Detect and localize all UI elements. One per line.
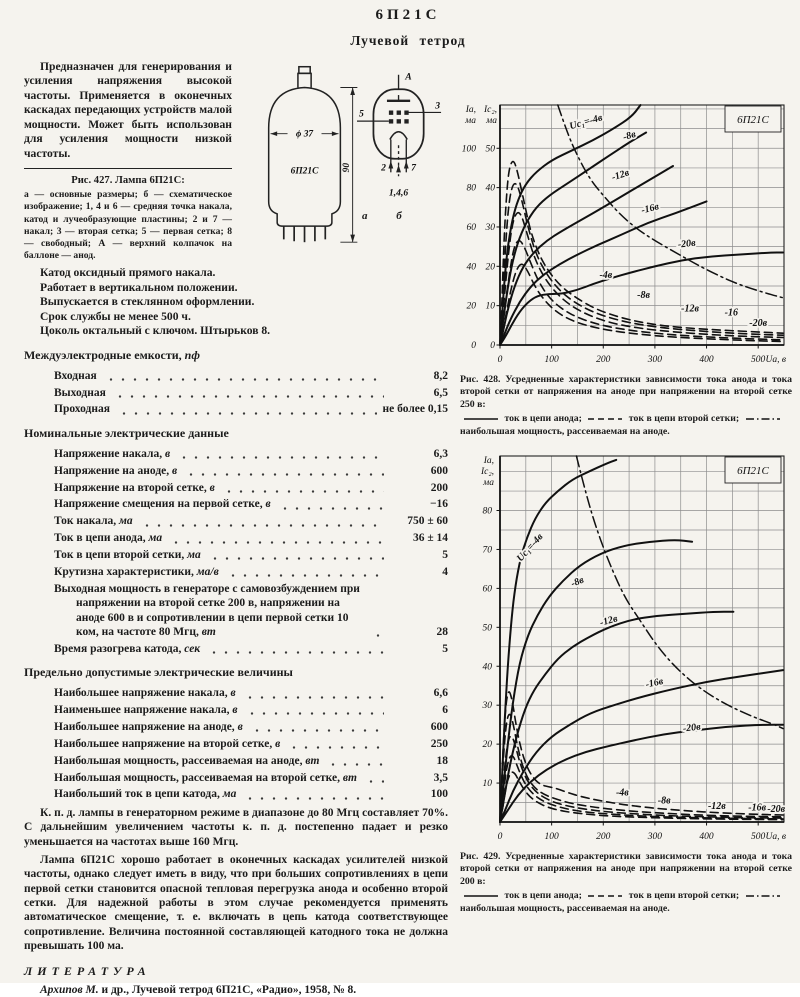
row-value: 600 xyxy=(430,464,448,477)
y-axis-header: ма xyxy=(483,477,494,488)
y-tick-label: 20 xyxy=(482,739,492,750)
row-unit: в xyxy=(232,704,238,717)
row-value: 250 xyxy=(430,737,448,750)
curve-label: -8в xyxy=(621,128,638,143)
dot-leader xyxy=(249,724,384,734)
spec-row xyxy=(54,548,448,562)
curve-label: Uс₁=-4в xyxy=(514,531,546,564)
row-unit: в xyxy=(265,498,271,511)
spec-row xyxy=(54,514,448,528)
row-unit: в xyxy=(275,737,281,750)
spec-row xyxy=(54,720,448,734)
figure-427 xyxy=(24,60,448,263)
row-unit: вт xyxy=(305,754,320,767)
y-tick-label: 30 xyxy=(482,700,492,711)
x-tick-label: 400 xyxy=(699,831,714,842)
row-unit: ма xyxy=(222,788,237,801)
curve-label: -20в xyxy=(767,803,786,815)
y-tick-label: 70 xyxy=(482,545,492,556)
row-label: Наибольшее напряжение накала, в xyxy=(54,687,236,700)
spec-row xyxy=(54,737,448,751)
row-label: Выходная xyxy=(54,386,106,399)
row-value: 750 ± 60 xyxy=(407,515,448,528)
row-value: 3,5 xyxy=(433,771,448,784)
row-value: не более 0,15 xyxy=(382,403,448,416)
x-tick-label: 0 xyxy=(497,831,503,842)
spec-row xyxy=(54,531,448,545)
y-axis-header: Iс₂, xyxy=(483,104,497,115)
spec-row xyxy=(54,386,448,400)
row-label: Наибольшая мощность, рассеиваемая на второй сетке, вт xyxy=(54,771,357,784)
curve-label: -16в xyxy=(644,675,665,691)
nominal-section xyxy=(24,426,448,656)
pin-label-heater-left: 2 xyxy=(381,162,386,174)
pin-label-center: 1,4,6 xyxy=(388,187,409,199)
limits-section xyxy=(24,665,448,802)
row-label: Наибольшее напряжение на второй сетке, в xyxy=(54,737,281,750)
y-tick-label: 60 xyxy=(482,584,492,595)
chart-title: 6П21С xyxy=(737,464,769,477)
row-unit: ма xyxy=(187,549,201,562)
literature-heading: ЛИТЕРАТУРА xyxy=(24,963,151,978)
y-axis-header: ма xyxy=(465,115,476,126)
row-label: Напряжение на второй сетке, в xyxy=(54,481,215,494)
body-line: Срок службы не менее 500 ч. xyxy=(40,309,191,323)
capacitance-section xyxy=(24,348,448,417)
sublabel-a: а xyxy=(362,209,368,222)
row-value: 36 ± 14 xyxy=(412,532,448,545)
row-label: Выходная мощность в генераторе с самовозбуждением при напряжении на второй сетке 200 в, напряжении на аноде 600 в и сопротивлении в цепи первой сетки 10 ком, на частоте 80 Мгц, вт xyxy=(54,582,360,638)
spec-row xyxy=(54,771,448,785)
fig427-caption-body: а — основные размеры; б — схематическое изображение; 1, 4 и 6 — средняя точка накала, катод и лучеобразующие пластины; 2 и 7 — накал; 3 — вторая сетка; 5 — первая сетка; 8 — свободный; А — верхний колпачок на баллоне — анод. xyxy=(24,189,232,262)
spec-row xyxy=(54,565,448,579)
dot-leader xyxy=(325,757,384,767)
spec-row xyxy=(54,582,448,640)
curve-label: -12в xyxy=(707,800,726,812)
y2-tick-label: 10 xyxy=(485,301,495,312)
dot-leader xyxy=(277,501,384,511)
pin-label-grid2: 3 xyxy=(435,100,441,112)
curve-label: Uс₁=-4в xyxy=(568,111,604,132)
curve-label: -16в xyxy=(748,802,767,814)
row-label: Напряжение на аноде, в xyxy=(54,464,178,477)
literature-author: Архипов М. xyxy=(40,983,99,996)
dot-leader xyxy=(112,389,384,399)
spec-row xyxy=(54,787,448,801)
row-unit: ма xyxy=(119,515,133,528)
x-tick-label: 200 xyxy=(596,354,611,365)
body-line: Работает в вертикальном положении. xyxy=(40,280,238,294)
pin-label-grid1: 5 xyxy=(358,107,364,119)
x-tick-label: 500 xyxy=(751,354,766,365)
y-tick-label: 80 xyxy=(466,183,476,194)
dot-leader xyxy=(363,774,384,784)
row-label: Ток в цепи второй сетки, ма xyxy=(54,549,201,562)
legend-dashdot-symbol xyxy=(745,892,781,900)
spec-row xyxy=(54,447,448,461)
row-unit: сек xyxy=(184,642,201,655)
literature-rest: и др., Лучевой тетрод 6П21С, «Радио», 1958, № 8. xyxy=(98,983,357,996)
grid2-dots xyxy=(389,110,409,114)
legend-text: ток в цепи анода; xyxy=(502,890,585,902)
page-header xyxy=(24,6,792,50)
capacitance-heading: Междуэлектродные емкости, xyxy=(24,347,182,362)
y-tick-label: 60 xyxy=(466,222,476,233)
body-line: Катод оксидный прямого накала. xyxy=(40,266,216,280)
row-label: Наибольшее напряжение на аноде, в xyxy=(54,720,243,733)
y-axis-header: Iс₂, xyxy=(480,466,494,477)
note-paragraph: Лампа 6П21С хорошо работает в оконечных каскадах усилителей низкой частоты, однако следует иметь в виду, что при больших сопротивлениях в цепи первой сетки становится опасной тепловая перегрузка анода и особенно второй сетки. Для надежной работы в этом случае рекомендуется применять автоматическое смещение, т. е. включать в цепь катода соответствующее сопротивление. Величина постоянной составляющей катодного тока не должна превышать 100 ма. xyxy=(24,853,448,953)
row-value: 6,5 xyxy=(433,386,448,399)
dot-leader xyxy=(176,450,384,460)
sublabel-b: б xyxy=(396,209,402,222)
row-label: Наименьшее напряжение накала, в xyxy=(54,704,238,717)
fig428-legend xyxy=(460,413,792,438)
curve-label: -16в xyxy=(640,200,661,216)
y-axis-header: Iа, xyxy=(465,104,476,115)
fig429-chart xyxy=(456,451,788,847)
body-line: Цоколь октальный с ключом. Штырьков 8. xyxy=(40,324,271,338)
spec-row xyxy=(54,481,448,495)
legend-dashdot-symbol xyxy=(745,415,781,423)
x-tick-label: 200 xyxy=(596,831,611,842)
spec-row xyxy=(54,464,448,478)
fig428-chart xyxy=(456,100,788,370)
row-label: Наибольшая мощность, рассеиваемая на аноде, вт xyxy=(54,754,320,767)
row-value: 6 xyxy=(442,704,448,717)
fig427-caption-title: Рис. 427. Лампа 6П21С: xyxy=(71,175,185,187)
row-unit: ма/в xyxy=(196,565,219,578)
row-value: 6,3 xyxy=(433,447,448,460)
row-unit: ма xyxy=(148,532,163,545)
y-axis-header: Iа, xyxy=(483,455,494,466)
tube-diameter-label: ϕ 37 xyxy=(295,129,314,140)
x-axis-label: Uа, в xyxy=(765,354,786,365)
row-value: 18 xyxy=(436,754,448,767)
row-value: 28 xyxy=(436,625,448,638)
dot-leader xyxy=(139,518,384,528)
row-value: 4 xyxy=(442,565,448,578)
dot-leader xyxy=(286,740,384,750)
row-unit: в xyxy=(164,447,171,460)
curve-label: -8в xyxy=(657,794,671,806)
fig428-chart-mount xyxy=(456,100,792,370)
dot-leader xyxy=(225,569,384,579)
row-value: 600 xyxy=(430,720,448,733)
row-unit: в xyxy=(237,720,243,733)
curve-label: -12в xyxy=(598,612,619,629)
legend-text: ток в цепи второй сетки; xyxy=(626,413,742,425)
x-tick-label: 400 xyxy=(699,354,714,365)
x-tick-label: 300 xyxy=(647,831,663,842)
x-axis-label: Uа, в xyxy=(765,831,786,842)
legend-dashed-symbol xyxy=(587,415,623,423)
curve-label: -4в xyxy=(599,269,613,281)
row-unit: в xyxy=(172,464,178,477)
y-tick-label: 100 xyxy=(461,143,476,154)
y-tick-label: 50 xyxy=(482,623,492,634)
capacitance-unit: пф xyxy=(184,347,200,362)
row-label: Наибольший ток в цепи катода, ма xyxy=(54,788,237,801)
row-label: Напряжение накала, в xyxy=(54,447,171,460)
right-column xyxy=(448,60,792,997)
dot-leader xyxy=(242,690,384,700)
legend-text: ток в цепи второй сетки; xyxy=(626,890,742,902)
legend-dashed-symbol xyxy=(587,892,623,900)
legend-text: наибольшая мощность, рассеиваемая на аноде. xyxy=(460,903,670,915)
spec-row xyxy=(54,369,448,383)
tube-type-label: 6П21С xyxy=(290,165,319,176)
y2-tick-label: 40 xyxy=(485,183,495,194)
curve-label: -12в xyxy=(681,303,699,315)
y2-tick-label: 30 xyxy=(485,222,495,233)
row-unit: в xyxy=(209,481,215,494)
curve-label: -12в xyxy=(610,167,631,184)
row-label: Проходная xyxy=(54,403,110,416)
filament xyxy=(390,131,407,139)
x-tick-label: 300 xyxy=(647,354,663,365)
nominal-table xyxy=(24,447,448,656)
dot-leader xyxy=(168,535,384,545)
row-value: 200 xyxy=(430,481,448,494)
pin-label-heater-right: 7 xyxy=(411,162,416,174)
row-unit: в xyxy=(230,687,236,700)
figure-429 xyxy=(456,451,792,916)
y-tick-label: 80 xyxy=(482,506,492,517)
curve-label: -8в xyxy=(569,574,586,590)
row-label: Входная xyxy=(54,369,97,382)
dot-leader xyxy=(207,552,384,562)
dot-leader xyxy=(206,645,384,655)
fig429-legend xyxy=(460,890,792,915)
intro-text: Предназначен для генерирования и усиления напряжения высокой частоты. Применяется в оконечных каскадах передающих устройств малой мощности. Может быть использован для усиления мощности низкой частоты. xyxy=(24,59,232,160)
note-paragraph: К. п. д. лампы в генераторном режиме в диапазоне до 80 Мгц составляет 70%. С дальнейшим увеличением частоты к. п. д. постепенно падает и резко уменьшается на частотах выше 160 Мгц. xyxy=(24,806,448,848)
tube-bulb xyxy=(269,87,341,226)
y-axis-header: ма xyxy=(486,115,497,126)
x-tick-label: 500 xyxy=(751,831,766,842)
nominal-heading: Номинальные электрические данные xyxy=(24,425,229,440)
row-label: Напряжение смещения на первой сетке, в xyxy=(54,498,271,511)
dot-leader xyxy=(242,791,384,801)
row-value: 5 xyxy=(442,549,448,562)
legend-text: наибольшая мощность, рассеиваемая на аноде. xyxy=(460,425,670,437)
legend-solid-symbol xyxy=(463,415,499,423)
spec-row xyxy=(54,703,448,717)
body-line: Выпускается в стеклянном оформлении. xyxy=(40,295,255,309)
x-tick-label: 100 xyxy=(544,831,559,842)
fig428-caption: Рис. 428. Усредненные характеристики зависимости тока анода и тока второй сетки от напряжения на аноде при напряжении на второй сетке 250 в: xyxy=(460,373,792,410)
page-subtitle: Лучевой тетрод xyxy=(350,32,466,48)
y2-tick-label: 50 xyxy=(485,143,495,154)
spec-row xyxy=(54,402,448,416)
left-column xyxy=(24,60,448,997)
limits-table xyxy=(24,686,448,802)
row-value: 6,6 xyxy=(433,687,448,700)
dot-leader xyxy=(244,707,384,717)
tube-drawing xyxy=(246,62,364,262)
anode-cap xyxy=(299,66,310,73)
curve-label: -20в xyxy=(677,237,697,251)
pin-label-anode: А xyxy=(405,71,412,83)
dot-leader xyxy=(370,629,384,639)
curve-label: -8в xyxy=(637,289,650,301)
x-tick-label: 0 xyxy=(497,354,503,365)
row-label: Время разогрева катода, сек xyxy=(54,642,201,655)
dot-leader xyxy=(183,467,384,477)
spec-row xyxy=(54,642,448,656)
legend-text: ток в цепи анода; xyxy=(502,413,585,425)
y2-tick-label: 0 xyxy=(490,340,495,351)
y-tick-label: 0 xyxy=(471,340,476,351)
row-unit: вт xyxy=(201,625,216,638)
fig427-sublabels xyxy=(362,210,428,224)
fig429-chart-mount xyxy=(456,451,792,847)
row-label: Крутизна характеристики, ма/в xyxy=(54,565,219,578)
row-unit: вт xyxy=(342,771,357,784)
row-label: Ток накала, ма xyxy=(54,515,133,528)
spec-row xyxy=(54,686,448,700)
spec-row xyxy=(54,497,448,511)
legend-solid-symbol xyxy=(463,892,499,900)
dot-leader xyxy=(103,372,384,382)
limits-heading: Предельно допустимые электрические величины xyxy=(24,665,293,680)
row-value: 5 xyxy=(442,642,448,655)
curve-label: -16 xyxy=(724,307,739,319)
dot-leader xyxy=(221,484,384,494)
application-notes xyxy=(24,806,448,954)
tube-schematic xyxy=(354,68,446,210)
curve-label: -20в xyxy=(682,721,702,735)
y-tick-label: 10 xyxy=(482,778,492,789)
row-value: 8,2 xyxy=(433,369,448,382)
curve-label: -4в xyxy=(615,787,629,799)
row-value: 100 xyxy=(430,788,448,801)
capacitance-table xyxy=(24,369,448,417)
row-value: −16 xyxy=(429,498,448,511)
curve-label: -20в xyxy=(749,317,768,329)
intro-paragraph xyxy=(24,60,232,161)
literature-entry xyxy=(24,983,448,997)
general-notes xyxy=(24,266,376,338)
fig427-drawings xyxy=(232,60,448,263)
x-tick-label: 100 xyxy=(544,354,559,365)
fig429-caption: Рис. 429. Усредненные характеристики зависимости тока анода и тока второй сетки от напряжения на аноде при напряжении на второй сетке 200 в: xyxy=(460,850,792,887)
y-tick-label: 40 xyxy=(466,261,476,272)
spec-row xyxy=(54,754,448,768)
row-label: Ток в цепи анода, ма xyxy=(54,532,163,545)
caption-rule xyxy=(24,168,232,169)
y-tick-label: 40 xyxy=(482,661,492,672)
tube-height-label: 90 xyxy=(341,162,352,172)
figure-428 xyxy=(456,100,792,439)
page-title: 6П21С xyxy=(375,7,441,23)
grid1-dots xyxy=(389,119,409,123)
chart-title: 6П21С xyxy=(737,113,769,126)
dot-leader xyxy=(116,406,377,416)
y2-tick-label: 20 xyxy=(485,261,495,272)
y-tick-label: 20 xyxy=(466,301,476,312)
